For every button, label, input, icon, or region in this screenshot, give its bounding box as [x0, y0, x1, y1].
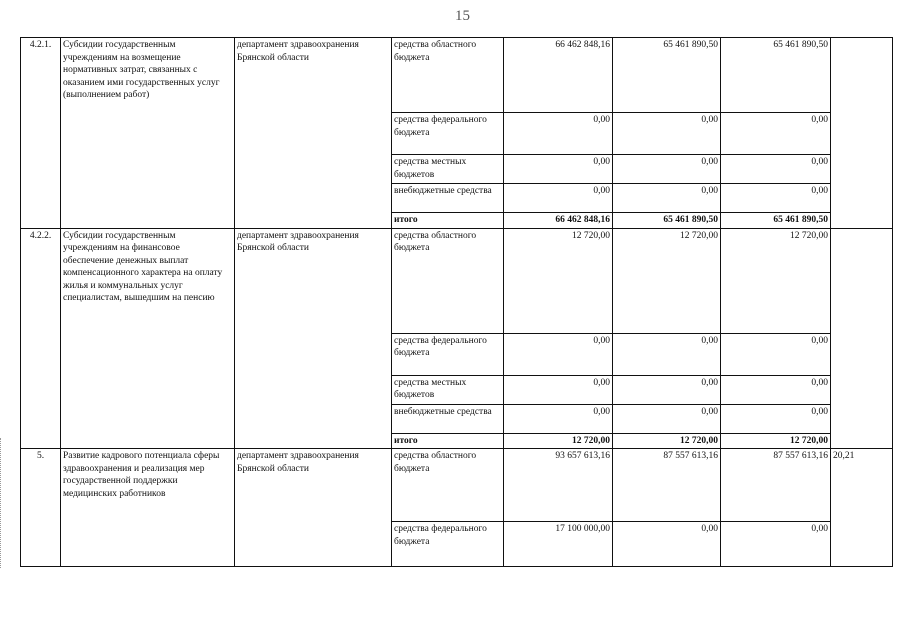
amount-cell-3: 65 461 890,50: [721, 38, 831, 113]
amount-cell-1: 66 462 848,16: [504, 213, 613, 229]
item-code-cell: 5.: [21, 449, 61, 567]
amount-cell-2: 65 461 890,50: [613, 213, 721, 229]
funding-source-cell: средства областного бюджета: [392, 449, 504, 522]
amount-cell-3: 0,00: [721, 184, 831, 213]
amount-cell-2: 12 720,00: [613, 433, 721, 449]
amount-cell-2: 0,00: [613, 333, 721, 375]
funding-source-cell: внебюджетные средства: [392, 184, 504, 213]
scan-edge-mark: [0, 438, 3, 568]
table-row: [21, 38, 893, 113]
table-row: [21, 228, 893, 333]
amount-cell-1: 0,00: [504, 333, 613, 375]
amount-cell-3: 87 557 613,16: [721, 449, 831, 522]
funding-source-cell: средства областного бюджета: [392, 228, 504, 333]
amount-cell-1: 93 657 613,16: [504, 449, 613, 522]
amount-cell-1: 17 100 000,00: [504, 522, 613, 567]
amount-cell-1: 0,00: [504, 155, 613, 184]
amount-cell-2: 0,00: [613, 404, 721, 433]
amount-cell-1: 0,00: [504, 113, 613, 155]
amount-cell-2: 0,00: [613, 155, 721, 184]
amount-cell-1: 0,00: [504, 184, 613, 213]
item-code-cell: 4.2.1.: [21, 38, 61, 229]
amount-cell-3: 0,00: [721, 155, 831, 184]
funding-source-cell: средства федерального бюджета: [392, 333, 504, 375]
executor-cell: департамент здравоохранения Брянской области: [235, 38, 392, 229]
amount-cell-2: 0,00: [613, 184, 721, 213]
amount-cell-2: 0,00: [613, 375, 721, 404]
amount-cell-3: 65 461 890,50: [721, 213, 831, 229]
budget-table-container: [20, 37, 893, 567]
amount-cell-1: 0,00: [504, 404, 613, 433]
indicator-cell: [831, 38, 893, 229]
item-code-cell: 4.2.2.: [21, 228, 61, 449]
amount-cell-3: 0,00: [721, 404, 831, 433]
funding-source-cell: средства областного бюджета: [392, 38, 504, 113]
amount-cell-2: 87 557 613,16: [613, 449, 721, 522]
budget-table-body: [21, 38, 893, 567]
table-row: [21, 449, 893, 522]
amount-cell-3: 0,00: [721, 522, 831, 567]
amount-cell-1: 12 720,00: [504, 433, 613, 449]
amount-cell-2: 65 461 890,50: [613, 38, 721, 113]
indicator-cell: 20,21: [831, 449, 893, 567]
funding-source-cell: средства местных бюджетов: [392, 375, 504, 404]
item-name-cell: Развитие кадрового потенциала сферы здравоохранения и реализация мер государственной поддержки медицинских работников: [61, 449, 235, 567]
funding-source-cell: итого: [392, 433, 504, 449]
indicator-cell: [831, 228, 893, 449]
funding-source-cell: средства федерального бюджета: [392, 113, 504, 155]
executor-cell: департамент здравоохранения Брянской области: [235, 449, 392, 567]
item-name-cell: Субсидии государственным учреждениям на возмещение нормативных затрат, связанных с оказанием ими государственных услуг (выполнением работ): [61, 38, 235, 229]
amount-cell-2: 0,00: [613, 113, 721, 155]
amount-cell-2: 12 720,00: [613, 228, 721, 333]
amount-cell-1: 12 720,00: [504, 228, 613, 333]
page-number: 15: [455, 8, 470, 24]
amount-cell-3: 0,00: [721, 375, 831, 404]
amount-cell-2: 0,00: [613, 522, 721, 567]
funding-source-cell: итого: [392, 213, 504, 229]
funding-source-cell: средства федерального бюджета: [392, 522, 504, 567]
amount-cell-1: 66 462 848,16: [504, 38, 613, 113]
amount-cell-3: 12 720,00: [721, 228, 831, 333]
funding-source-cell: средства местных бюджетов: [392, 155, 504, 184]
budget-table: [20, 37, 893, 567]
executor-cell: департамент здравоохранения Брянской области: [235, 228, 392, 449]
amount-cell-3: 0,00: [721, 113, 831, 155]
item-name-cell: Субсидии государственным учреждениям на финансовое обеспечение денежных выплат компенсационного характера на оплату жилья и коммунальных услуг специалистам, вышедшим на пенсию: [61, 228, 235, 449]
funding-source-cell: внебюджетные средства: [392, 404, 504, 433]
amount-cell-3: 0,00: [721, 333, 831, 375]
amount-cell-3: 12 720,00: [721, 433, 831, 449]
amount-cell-1: 0,00: [504, 375, 613, 404]
